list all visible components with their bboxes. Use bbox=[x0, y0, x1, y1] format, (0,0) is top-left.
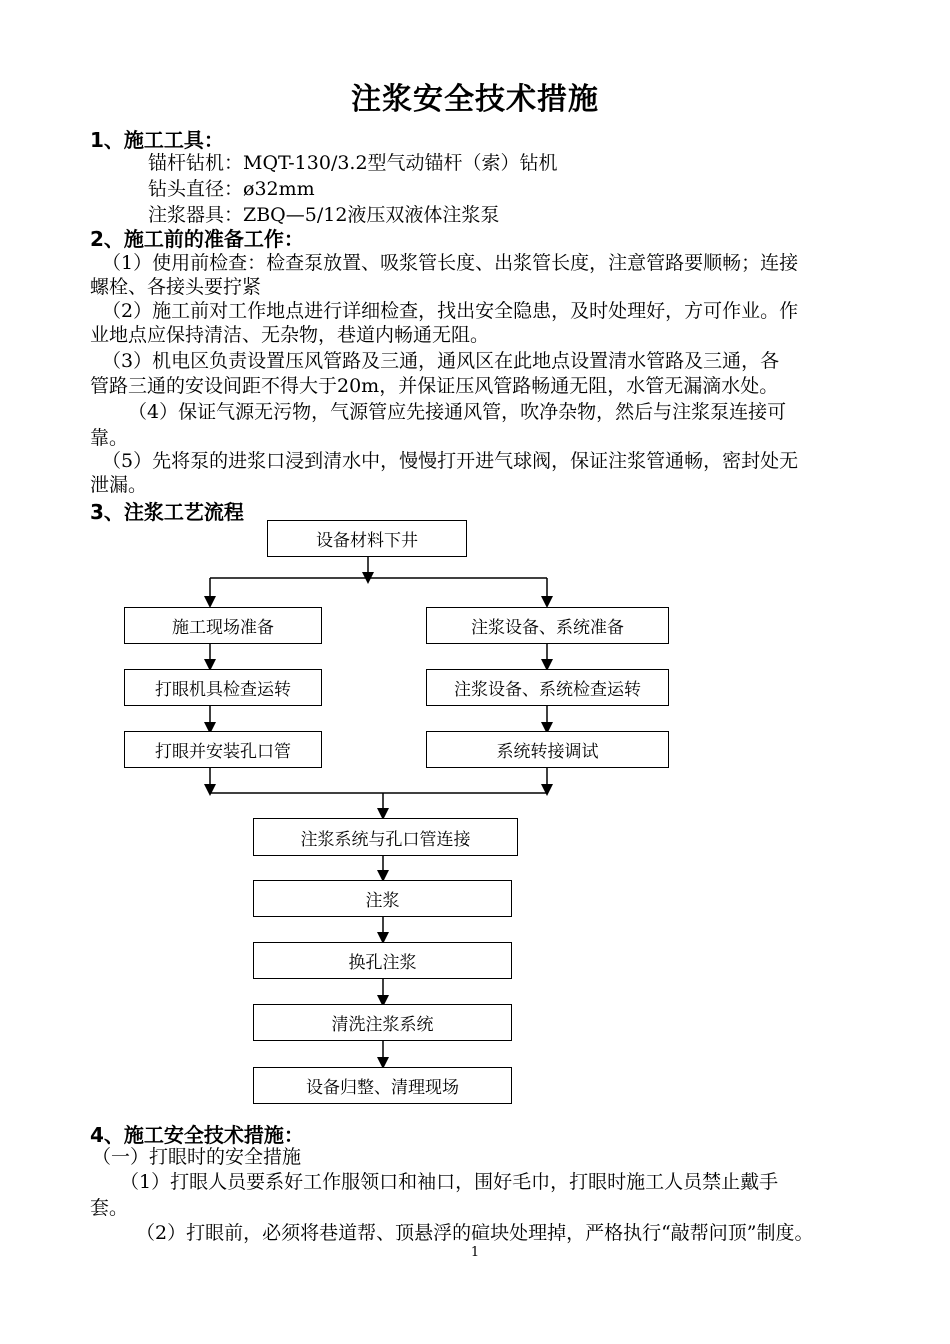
prep-line: （2）施工前对工作地点进行详细检查，找出安全隐患，及时处理好，方可作业。作 bbox=[102, 300, 799, 322]
flow-box-grout-check: 注浆设备、系统检查运转 bbox=[426, 669, 669, 706]
flow-box-materials-down: 设备材料下井 bbox=[267, 520, 467, 557]
tool-line: 注浆器具：ZBQ—5/12液压双液体注浆泵 bbox=[148, 204, 500, 226]
flow-box-site-prep: 施工现场准备 bbox=[124, 607, 322, 644]
flow-box-grout-prep: 注浆设备、系统准备 bbox=[426, 607, 669, 644]
prep-line: 螺栓、各接头要拧紧 bbox=[90, 276, 262, 298]
section-1-heading: 1、施工工具： bbox=[90, 128, 224, 152]
flow-box-connect: 注浆系统与孔口管连接 bbox=[253, 818, 518, 856]
prep-line: 业地点应保持清洁、无杂物，巷道内畅通无阻。 bbox=[90, 324, 490, 346]
prep-line: （5）先将泵的进浆口浸到清水中，慢慢打开进气球阀，保证注浆管通畅，密封处无 bbox=[102, 450, 799, 472]
page-number: 1 bbox=[470, 1245, 480, 1260]
flow-box-drill-check: 打眼机具检查运转 bbox=[124, 669, 322, 706]
prep-line: 管路三通的安设间距不得大于20m，并保证压风管路畅通无阻，水管无漏滴水处。 bbox=[90, 375, 779, 397]
section-4-subheading: （一）打眼时的安全措施 bbox=[92, 1146, 302, 1168]
safety-line: （2）打眼前，必须将巷道帮、顶悬浮的碹块处理掉，严格执行“敲帮问顶”制度。 bbox=[136, 1222, 814, 1244]
flow-box-system-switch: 系统转接调试 bbox=[426, 731, 669, 768]
prep-line: 靠。 bbox=[90, 427, 129, 449]
tool-line: 锚杆钻机：MQT-130/3.2型气动锚杆（索）钻机 bbox=[148, 152, 558, 174]
prep-line: 泄漏。 bbox=[90, 474, 148, 496]
section-2-heading: 2、施工前的准备工作： bbox=[90, 227, 304, 251]
prep-line: （1）使用前检查：检查泵放置、吸浆管长度、出浆管长度，注意管路要顺畅；连接 bbox=[102, 252, 799, 274]
safety-line: （1）打眼人员要系好工作服领口和袖口，围好毛巾，打眼时施工人员禁止戴手 bbox=[120, 1171, 779, 1193]
safety-line: 套。 bbox=[90, 1197, 129, 1219]
flow-box-change-hole: 换孔注浆 bbox=[253, 942, 512, 979]
flow-box-drill-install: 打眼并安装孔口管 bbox=[124, 731, 322, 768]
section-3-heading: 3、注浆工艺流程 bbox=[90, 500, 244, 524]
prep-line: （4）保证气源无污物，气源管应先接通风管，吹净杂物，然后与注浆泵连接可 bbox=[128, 401, 787, 423]
flow-box-tidy: 设备归整、清理现场 bbox=[253, 1067, 512, 1104]
section-4-heading: 4、施工安全技术措施： bbox=[90, 1123, 304, 1147]
flow-box-clean: 清洗注浆系统 bbox=[253, 1004, 512, 1041]
page-title: 注浆安全技术措施 bbox=[351, 82, 599, 117]
flow-box-grout: 注浆 bbox=[253, 880, 512, 917]
prep-line: （3）机电区负责设置压风管路及三通，通风区在此地点设置清水管路及三通，各 bbox=[102, 350, 780, 372]
tool-line: 钻头直径：ø32mm bbox=[148, 178, 315, 200]
